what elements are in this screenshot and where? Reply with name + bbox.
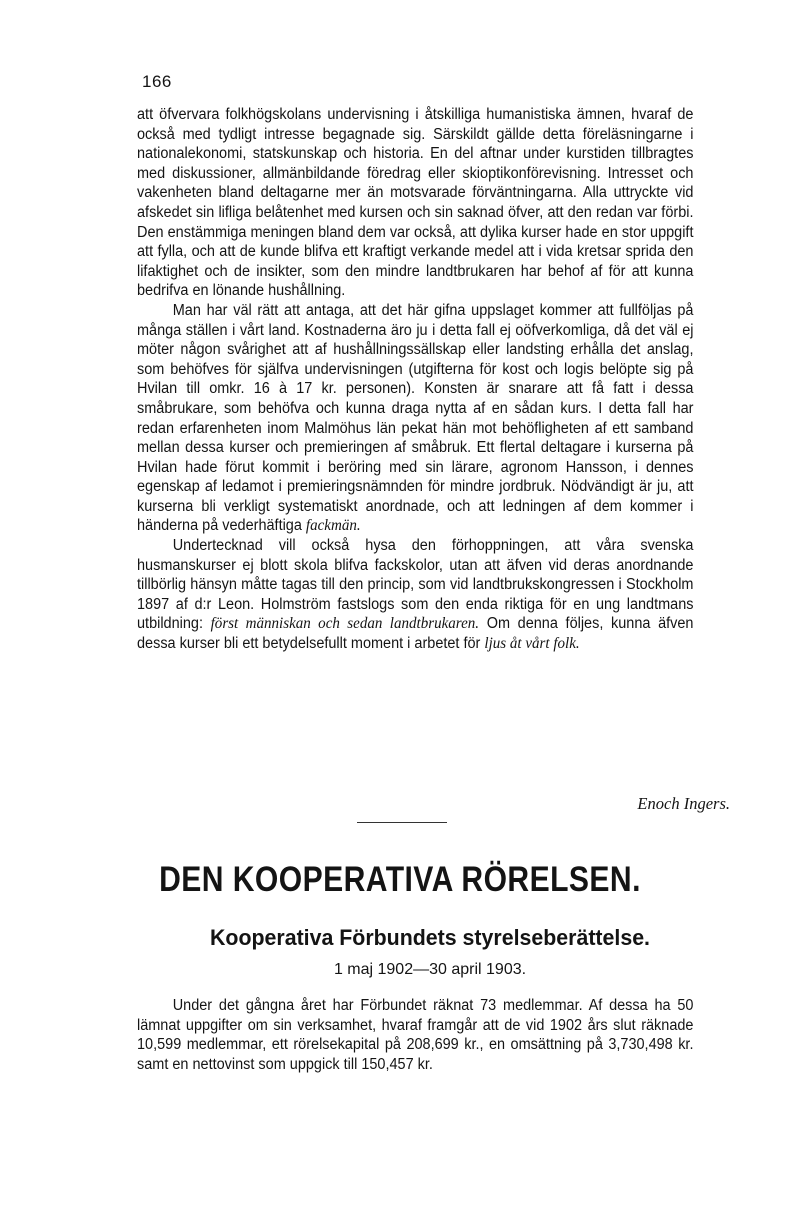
article-title: Kooperativa Förbundets styrelseberättelse. — [210, 925, 650, 950]
paragraph — [137, 536, 693, 654]
section-heading: DEN KOOPERATIVA RÖRELSEN. — [159, 860, 641, 899]
article-body — [137, 105, 693, 654]
text-run: Undertecknad vill också hysa den förhoppningen, att våra svenska husmanskurser ej blott skola blifva fackskolor, utan att äfven vid deras anordnande tillbörlig hänsyn måtte tagas till den princip, som vid landtbrukskongressen i Stockholm 1897 af d:r Leon. Holmström fastslogs som den enda riktiga för en ung landtmans utbildning: — [137, 537, 694, 633]
text-run: att öfvervara folkhögskolans undervisning i åtskilliga humanistiska ämnen, hvaraf de också med tydligt intresse begagnade sig. Särskildt gällde detta föreläsningarne i nationalekonomi, statskunskap och historia. En del aftnar under kurstiden tillbragtes med diskussioner, allmänbildande föredrag eller skioptikonförevisning. Intresset och vakenheten bland deltagarne mer än motsvarade förväntningarna. Alla uttryckte vid afskedet sin lifliga belåtenhet med kursen och sin saknad öfver, att den redan var förbi. Den enstämmiga meningen bland dem var också, att dylika kurser hade en stor uppgift att fylla, och att de kunde blifva ett kraftigt verkande medel att i vida kretsar sprida den lifaktighet och de insikter, som den mindre landtbrukaren har behof af för att kunna bedrifva en lönande hushållning. — [137, 106, 694, 300]
italic-text: först människan och sedan landtbrukaren. — [210, 615, 480, 633]
section-divider — [357, 822, 447, 823]
author-signature: Enoch Ingers. — [637, 794, 730, 813]
text-run: Under det gångna året har Förbundet räknat 73 medlemmar. Af dessa ha 50 lämnat uppgifter om sin verksamhet, hvaraf framgår att de vid 1902 års slut räknade 10,599 medlemmar, ett rörelsekapital på 208,699 kr., en omsättning på 3,730,498 kr. samt en nettovinst som uppgick till 150,457 kr. — [137, 997, 694, 1073]
italic-text: ljus åt vårt folk. — [484, 635, 580, 653]
paragraph — [137, 996, 693, 1074]
paragraph — [137, 301, 693, 536]
text-run: Om denna följes, kunna äfven dessa kurser bli ett betydelsefullt moment i arbetet för — [137, 615, 694, 653]
article-date-range: 1 maj 1902—30 april 1903. — [333, 961, 527, 978]
italic-text: fackmän. — [305, 517, 361, 535]
paragraph — [137, 105, 693, 301]
text-run: Man har väl rätt att antaga, att det här gifna uppslaget kommer att fullföljas på många ställen i vårt land. Kostnaderna äro ju i detta fall ej oöfverkomliga, då det väl ej möter någon svårighet att af hushållningssällskap eller landsting erhålla det anslag, som behöfves för själfva undervisningen (utgifterna för kost och logis belöpte sig på Hvilan till omkr. 16 à 17 kr. personen). Konsten är snarare att få fatt i dessa småbrukare, som behöfva och kunna draga nytta af en sådan kurs. I detta fall har redan erfarenheten inom Malmöhus län pekat hän mot behöfligheten af ett samband mellan dessa kurser och premieringen af småbruk. Ett flertal deltagare i kurserna på Hvilan hade förut kommit i beröring med sin lärare, agronom Hansson, i dennes egenskap af ledamot i premieringsnämnden för mindre jordbruk. Nödvändigt är ju, att kurserna bli verkligt systematiskt anordnade, och att ledningen af dem kommer i händerna på vederhäftiga — [137, 301, 694, 535]
page-number: 166 — [142, 72, 172, 91]
article-body — [137, 996, 693, 1074]
